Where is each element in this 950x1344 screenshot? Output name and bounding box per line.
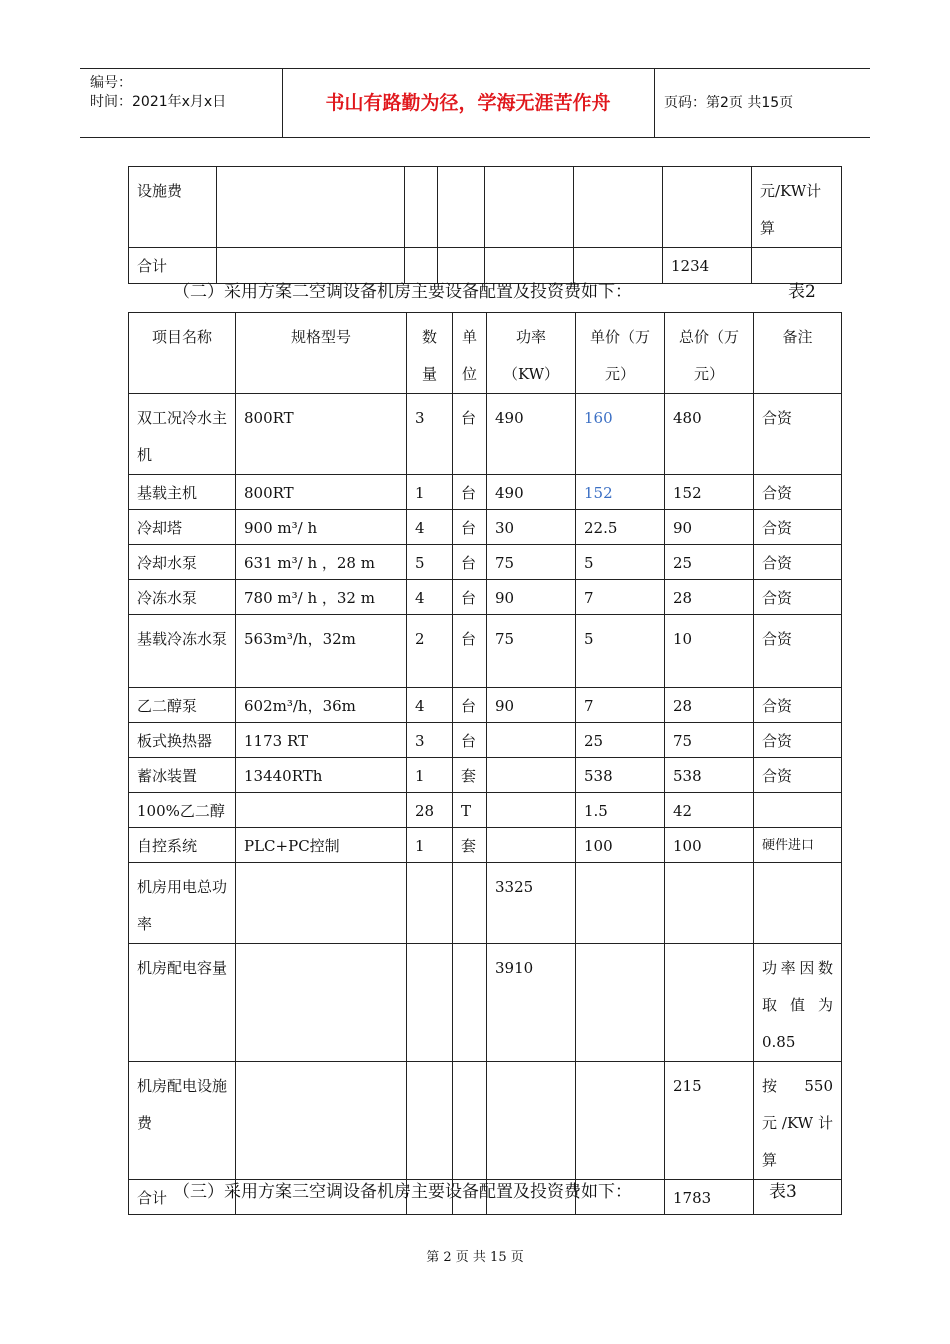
table-cell: 10 [665,615,754,688]
table-cell: 合资 [754,615,842,688]
table-cell [236,863,407,944]
table-cell: 1 [407,828,453,863]
serial-number-label: 编号： [90,75,132,91]
table-cell: 100 [665,828,754,863]
table-cell: 机房配电设施费 [129,1062,236,1180]
table-row [129,615,842,688]
table-cell: 25 [665,545,754,580]
table-cell: 合资 [754,723,842,758]
table1-tail [128,166,842,284]
table-cell: 合计 [129,1180,236,1215]
column-header: 功率（KW） [487,313,576,394]
time-label: 时间：2021年x月x日 [90,94,227,110]
table-cell: T [453,793,487,828]
table-cell: 490 [487,475,576,510]
column-header: 数量 [407,313,453,394]
table2-header [129,313,842,394]
table-cell: 合计 [129,248,217,284]
table-cell: 28 [665,688,754,723]
table2-number: 表2 [788,282,816,302]
table-cell [663,167,752,248]
column-header: 总价（万元） [665,313,754,394]
table1-body [129,167,842,284]
table-cell: 冷却塔 [129,510,236,545]
table-cell: 3910 [487,944,576,1062]
table-cell: 台 [453,688,487,723]
table-cell: 机房配电容量 [129,944,236,1062]
table-cell [754,863,842,944]
table-cell: 合资 [754,394,842,475]
table-cell: 硬件进口 [754,828,842,863]
table-row [129,793,842,828]
table-cell [407,944,453,1062]
table2-caption-text: （二）采用方案二空调设备机房主要设备配置及投资费如下： [173,282,632,302]
table-cell: 合资 [754,580,842,615]
table-cell [487,758,576,793]
table-cell: 90 [665,510,754,545]
column-header: 单价（万元） [576,313,665,394]
table-cell: 152 [576,475,665,510]
column-header: 项目名称 [129,313,236,394]
table-cell: 5 [576,545,665,580]
table-cell: 100%乙二醇 [129,793,236,828]
table-cell: 42 [665,793,754,828]
table-cell [576,1062,665,1180]
table-cell: 90 [487,580,576,615]
table-cell [407,863,453,944]
table2-equipment [128,312,842,1215]
table-cell: 563m³/h，32m [236,615,407,688]
table-cell: 套 [453,758,487,793]
header-page-info: 页码：第2页 共15页 [664,95,794,111]
table-cell [453,944,487,1062]
table-row [129,1062,842,1180]
column-header: 备注 [754,313,842,394]
table-cell: 合资 [754,545,842,580]
table-cell: 90 [487,688,576,723]
table-cell: 780 m³/ h ，32 m [236,580,407,615]
table-cell: 自控系统 [129,828,236,863]
table-row [129,758,842,793]
table-cell: 75 [487,545,576,580]
header-meta [90,74,226,112]
table-cell [576,863,665,944]
table-cell: 7 [576,580,665,615]
table-cell: 75 [487,615,576,688]
table-cell [487,723,576,758]
table-cell: 13440RTh [236,758,407,793]
table-row [129,545,842,580]
table-cell: 合资 [754,758,842,793]
table-cell: 25 [576,723,665,758]
table-cell: 台 [453,510,487,545]
table-cell: 602m³/h，36m [236,688,407,723]
table-cell [665,863,754,944]
table-row [129,475,842,510]
table-cell: 1173 RT [236,723,407,758]
table2-caption [173,277,833,303]
table-cell: 台 [453,723,487,758]
table-cell: 28 [665,580,754,615]
table-cell [453,1062,487,1180]
table-cell: 3 [407,723,453,758]
table-cell [407,1062,453,1180]
table-cell: 基载主机 [129,475,236,510]
table-cell [487,793,576,828]
table-cell: 4 [407,688,453,723]
table-cell: 800RT [236,475,407,510]
table-row [129,688,842,723]
table-cell: 538 [665,758,754,793]
table-cell [236,1062,407,1180]
table-cell: 900 m³/ h [236,510,407,545]
table-cell: 100 [576,828,665,863]
page-header [80,68,870,138]
table-cell: 1 [407,758,453,793]
table3-number: 表3 [769,1182,797,1202]
table-cell: 台 [453,615,487,688]
table-row [129,944,842,1062]
column-header: 单位 [453,313,487,394]
table-cell: 3325 [487,863,576,944]
table-cell: 30 [487,510,576,545]
table-row [129,828,842,863]
table-row [129,167,842,248]
table-cell: 冷却水泵 [129,545,236,580]
table-cell: 22.5 [576,510,665,545]
table-cell: 75 [665,723,754,758]
header-divider [654,69,655,137]
table-cell [754,793,842,828]
table-cell [487,828,576,863]
table3-caption-text: （三）采用方案三空调设备机房主要设备配置及投资费如下： [173,1182,632,1202]
table-cell: 7 [576,688,665,723]
table-cell [487,1062,576,1180]
table-cell: 215 [665,1062,754,1180]
table-header-row [129,313,842,394]
table-cell: 2 [407,615,453,688]
table-cell: 3 [407,394,453,475]
table-cell: 基载冷冻水泵 [129,615,236,688]
table-row [129,723,842,758]
table-cell: 机房用电总功率 [129,863,236,944]
table-cell [438,167,485,248]
table-row [129,580,842,615]
table-row [129,863,842,944]
table-cell [453,863,487,944]
table-cell: 台 [453,394,487,475]
table3-caption [173,1177,833,1203]
table-cell: 台 [453,545,487,580]
table-cell: 631 m³/ h ，28 m [236,545,407,580]
table-cell: 152 [665,475,754,510]
table-cell: 4 [407,580,453,615]
table-cell: 5 [576,615,665,688]
table-cell: 1234 [663,248,752,284]
table-cell: 1 [407,475,453,510]
table-cell [485,167,574,248]
table-cell: 双工况冷水主机 [129,394,236,475]
table-cell: PLC+PC控制 [236,828,407,863]
table-row [129,394,842,475]
table-cell: 538 [576,758,665,793]
header-motto: 书山有路勤为径，学海无涯苦作舟 [325,92,611,114]
table-cell: 4 [407,510,453,545]
table-cell: 台 [453,580,487,615]
page-footer: 第 2 页 共 15 页 [426,1250,524,1265]
table-cell: 1783 [665,1180,754,1215]
table-cell: 480 [665,394,754,475]
table-cell [574,167,663,248]
table-cell [236,793,407,828]
table-cell: 套 [453,828,487,863]
table-cell: 功率因数取值为0.85 [754,944,842,1062]
table-cell: 160 [576,394,665,475]
table-cell: 板式换热器 [129,723,236,758]
table-cell [665,944,754,1062]
table-cell: 1.5 [576,793,665,828]
table-cell: 设施费 [129,167,217,248]
table-cell: 490 [487,394,576,475]
table-cell [576,944,665,1062]
column-header: 规格型号 [236,313,407,394]
table-cell: 按550元/KW计算 [754,1062,842,1180]
table-cell: 合资 [754,510,842,545]
table-cell: 800RT [236,394,407,475]
table-cell: 合资 [754,688,842,723]
table-cell: 合资 [754,475,842,510]
table-cell: 5 [407,545,453,580]
table-cell: 28 [407,793,453,828]
table-cell: 乙二醇泵 [129,688,236,723]
table-cell [236,944,407,1062]
table-cell: 台 [453,475,487,510]
table-cell: 元/KW计算 [752,167,842,248]
table-cell [405,167,438,248]
table-cell: 蓄冰装置 [129,758,236,793]
table2-body [129,394,842,1215]
table-row [129,510,842,545]
table-cell [217,167,405,248]
table-cell: 冷冻水泵 [129,580,236,615]
